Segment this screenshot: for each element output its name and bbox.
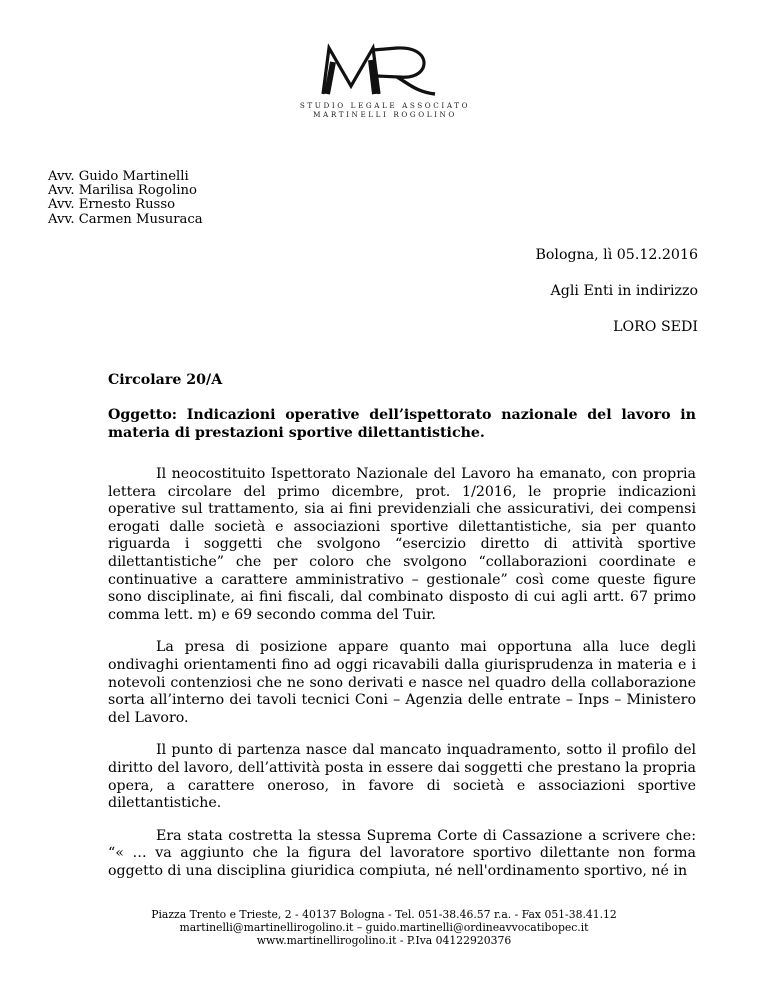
lawyer-name: Avv. Ernesto Russo (48, 197, 176, 213)
recipient: Agli Enti in indirizzo (550, 283, 698, 299)
lawyer-name: Avv. Carmen Musuraca (48, 211, 203, 227)
body-paragraph: Il punto di partenza nasce dal mancato inquadramento, sotto il profilo del diritto del lavoro, dell’attività posta in essere dai soggetti che prestano la propria opera, a carattere oneroso, in favore di società e associazioni sportive dilettantistiche. (108, 742, 696, 812)
footer-address: Piazza Trento e Trieste, 2 - 40137 Bologna - Tel. 051-38.46.57 r.a. - Fax 051-38.41.12 (151, 908, 617, 921)
lawyer-name: Avv. Guido Martinelli (48, 169, 189, 184)
logo-text-line2: MARTINELLI ROGOLINO (313, 110, 457, 119)
place-date: Bologna, lì 05.12.2016 (535, 247, 698, 263)
footer-website: www.martinellirogolino.it - P.Iva 04122920376 (256, 934, 512, 947)
lawyers-list (48, 170, 203, 227)
body-paragraph: Il neocostituito Ispettorato Nazionale del Lavoro ha emanato, con propria lettera circolare del primo dicembre, prot. 1/2016, le proprie indicazioni operative sul trattamento, sia ai fini previdenziali che assicurativi, dei compensi erogati dalle società e associazioni sportive dilettantistiche, sia per quanto riguarda i soggetti che svolgono “esercizio diretto di attività sportive dilettantistiche” che per coloro che svolgono “collaborazioni coordinate e continuative a carattere amministrativo – gestionale” così come queste figure sono disciplinate, ai fini fiscali, dal combinato disposto di cui agli artt. 67 primo comma lett. m) e 69 secondo comma del Tuir. (108, 466, 696, 623)
firm-logo (295, 40, 475, 122)
letter-body (108, 466, 696, 895)
letterhead-footer (0, 908, 768, 947)
footer-emails: martinelli@martinellirogolino.it – guido.martinelli@ordineavvocatibopec.it (179, 921, 589, 934)
body-paragraph: La presa di posizione appare quanto mai opportuna alla luce degli ondivaghi orientamenti fino ad oggi ricavabili dalla giurisprudenza in materia e i notevoli contenziosi che ne sono derivati e nasce nel quadro della collaborazione sorta all’interno dei tavoli tecnici Coni – Agenzia delle entrate – Inps – Ministero del Lavoro. (108, 639, 696, 726)
logo-text-line1: STUDIO LEGALE ASSOCIATO (299, 101, 471, 110)
mr-monogram-icon (319, 40, 449, 100)
subject-line: Oggetto: Indicazioni operative dell’ispettorato nazionale del lavoro in materia di prestazioni sportive dilettantistiche. (108, 407, 696, 441)
circular-number: Circolare 20/A (108, 372, 223, 388)
loro-sedi: LORO SEDI (613, 319, 698, 335)
body-paragraph: Era stata costretta la stessa Suprema Corte di Cassazione a scrivere che: “« … va aggiunto che la figura del lavoratore sportivo dilettante non forma oggetto di una disciplina giuridica compiuta, né nell'ordinamento sportivo, né in (108, 827, 696, 879)
lawyer-name: Avv. Marilisa Rogolino (48, 183, 197, 199)
